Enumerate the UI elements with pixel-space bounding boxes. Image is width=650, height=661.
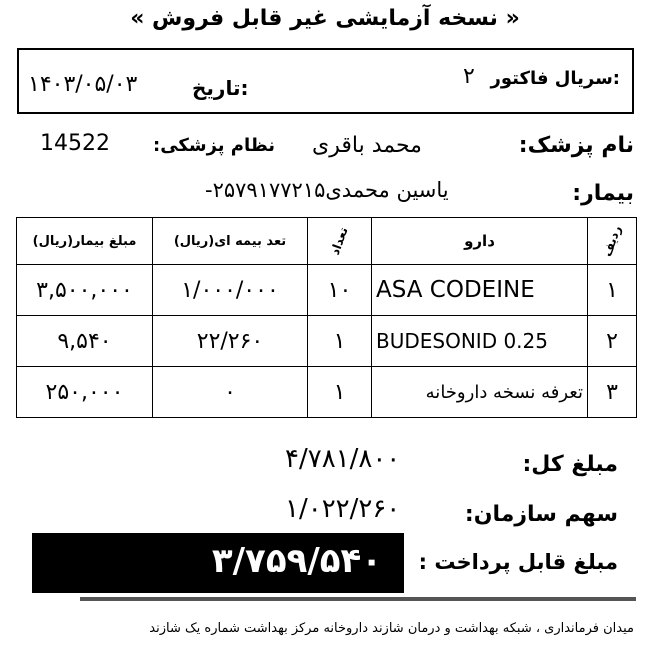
header-row-number: ردیف [588, 218, 637, 265]
org-share-value: ۱/۰۲۲/۲۶۰ [285, 494, 401, 524]
cell-patient-amount: ۳,۵۰۰,۰۰۰ [17, 265, 153, 316]
divider [80, 597, 636, 601]
serial-value: ۲ [463, 64, 475, 89]
doctor-name: محمد باقری [312, 133, 422, 158]
cell-insurance: ۲۲/۲۶۰ [153, 316, 308, 367]
table-row [17, 316, 637, 367]
cell-drug: تعرفه نسخه داروخانه [372, 367, 588, 418]
total-label: مبلغ کل: [522, 452, 618, 477]
page-title: « نسخه آزمایشی غیر قابل فروش » [130, 6, 520, 31]
items-table [16, 217, 637, 418]
cell-count: ۱۰ [308, 265, 372, 316]
header-count: تعداد [308, 218, 372, 265]
date-value: ۱۴۰۳/۰۵/۰۳ [28, 72, 138, 97]
medical-code-value: 14522 [40, 131, 110, 156]
cell-drug: ASA CODEINE [372, 265, 588, 316]
cell-row-number: ۱ [588, 265, 637, 316]
cell-patient-amount: ۲۵۰,۰۰۰ [17, 367, 153, 418]
cell-count: ۱ [308, 367, 372, 418]
org-share-label: سهم سازمان: [464, 502, 618, 527]
patient-label: بیمار: [572, 181, 634, 206]
table-header-row [17, 218, 637, 265]
patient-value: یاسین محمدی۲۵۷۹۱۷۷۲۱۵- [205, 178, 449, 202]
cell-row-number: ۲ [588, 316, 637, 367]
doctor-label: نام پزشک: [518, 133, 634, 158]
cell-drug: BUDESONID 0.25 [372, 316, 588, 367]
table-row [17, 265, 637, 316]
payable-label: مبلغ قابل پرداخت : [418, 550, 618, 574]
cell-count: ۱ [308, 316, 372, 367]
serial-label: سریال فاکتور: [490, 68, 620, 89]
medical-code-label: نظام پزشکی: [153, 135, 276, 156]
header-insurance: تعد بیمه ای(ریال) [153, 218, 308, 265]
cell-patient-amount: ۹,۵۴۰ [17, 316, 153, 367]
payable-box [32, 533, 404, 593]
footer-address: میدان فرمانداری ، شبکه بهداشت و درمان شازند داروخانه مرکز بهداشت شماره یک شازند [149, 621, 634, 636]
payable-value: ۳/۷۵۹/۵۴۰ [211, 541, 382, 581]
cell-insurance: ۱/۰۰۰/۰۰۰ [153, 265, 308, 316]
table-row [17, 367, 637, 418]
cell-row-number: ۳ [588, 367, 637, 418]
header-patient-amount: مبلغ بیمار(ریال) [17, 218, 153, 265]
total-value: ۴/۷۸۱/۸۰۰ [285, 444, 401, 474]
header-drug: دارو [372, 218, 588, 265]
cell-insurance: ۰ [153, 367, 308, 418]
date-label: تاریخ: [192, 76, 249, 100]
